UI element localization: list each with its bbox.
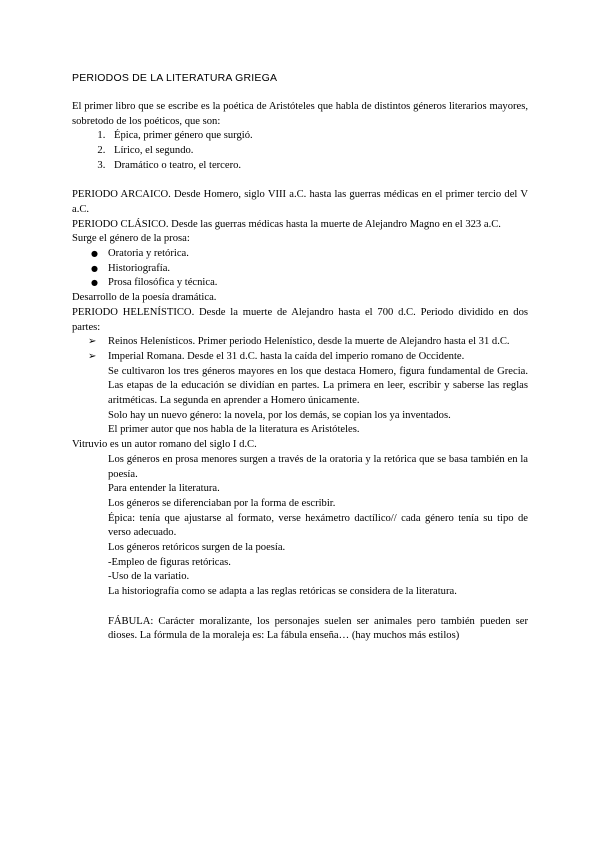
vitruvio-note-variatio: -Uso de la variatio. <box>108 571 190 583</box>
prosa-item-filosofica: ● Prosa filosófica y técnica. <box>108 276 528 291</box>
prosa-intro: Surge el género de la prosa: <box>72 233 190 245</box>
vitruvio-line: Vitruvio es un autor romano del siglo I d.C. <box>72 439 257 451</box>
periodo-clasico: PERIODO CLÁSICO. Desde las guerras médicas hasta la muerte de Alejandro Magno en el 323 a.C. <box>72 218 501 230</box>
fabula-paragraph: FÁBULA: Carácter moralizante, los personajes suelen ser animales pero también pueden ser dioses. La fórmula de la moraleja es: La fábula enseña… (hay muchos más estilos) <box>108 615 528 642</box>
vitruvio-note-retoricos: Los géneros retóricos surgen de la poesía. <box>108 542 286 554</box>
part-imperial-romana: ➢ Imperial Romana. Desde el 31 d.C. hasta la caída del imperio romano de Occidente. <box>108 350 528 365</box>
periodo-helenistico: PERIODO HELENÍSTICO. Desde la muerte de Alejandro hasta el 700 d.C. Periodo dividido en dos partes: <box>72 306 528 333</box>
prosa-item-oratoria: ● Oratoria y retórica. <box>108 247 528 262</box>
poesia-dramatica: Desarrollo de la poesía dramática. <box>72 292 217 304</box>
prosa-item-historiografia: ● Historiografía. <box>108 262 528 277</box>
genre-item-epica: 1. Épica, primer género que surgió. <box>108 129 528 144</box>
genres-list <box>72 129 528 173</box>
prosa-list <box>72 247 528 291</box>
vitruvio-note-literatura: Para entender la literatura. <box>108 483 220 495</box>
spacer <box>72 174 528 189</box>
vitruvio-note-historiografia: La historiografía como se adapta a las reglas retóricas se considera de la literatura. <box>108 586 457 598</box>
document-title: PERIODOS DE LA LITERATURA GRIEGA <box>72 72 278 84</box>
part-reinos-helenisticos: ➢ Reinos Helenísticos. Primer periodo Helenístico, desde la muerte de Alejandro hasta el 31 d.C. <box>108 335 528 350</box>
vitruvio-note-prosa: Los géneros en prosa menores surgen a través de la oratoria y la retórica que se basa también en la poesía. <box>108 453 528 480</box>
genre-item-dramatico: 3. Dramático o teatro, el tercero. <box>108 159 528 174</box>
vitruvio-note-figuras: -Empleo de figuras retóricas. <box>108 556 231 568</box>
romana-note-novela: Solo hay un nuevo género: la novela, por los demás, se copian los ya inventados. <box>108 409 451 421</box>
vitruvio-note-forma: Los géneros se diferenciaban por la forma de escribir. <box>108 497 336 509</box>
helenistico-parts-list <box>72 335 528 364</box>
romana-note-generos: Se cultivaron los tres géneros mayores en los que destaca Homero, figura fundamental de Grecia. Las etapas de la educación se dividían en partes. La primera en leer, escribir y saberse las reglas aritméticas. La segunda en aprender a Homero únicamente. <box>108 365 528 407</box>
spacer <box>72 600 528 615</box>
vitruvio-note-epica: Épica: tenía que ajustarse al formato, verse hexámetro dactílico// cada género tenía su tipo de verso adecuado. <box>108 512 528 539</box>
document-body <box>72 100 528 644</box>
periodo-arcaico: PERIODO ARCAICO. Desde Homero, siglo VIII a.C. hasta las guerras médicas en el primer tercio del V a.C. <box>72 189 528 215</box>
romana-note-aristoteles: El primer autor que nos habla de la literatura es Aristóteles. <box>108 424 360 436</box>
intro-paragraph: El primer libro que se escribe es la poética de Aristóteles que habla de distintos géneros literarios mayores, sobretodo de los poéticos, que son: <box>72 101 528 127</box>
genre-item-lirico: 2. Lírico, el segundo. <box>108 144 528 159</box>
